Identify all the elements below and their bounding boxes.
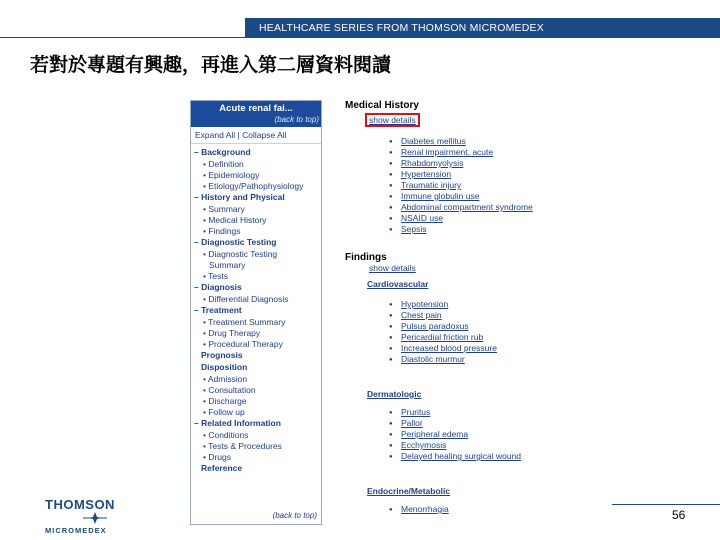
nav-header — [191, 101, 321, 127]
findings-group-link[interactable]: Endocrine/Metabolic — [367, 486, 451, 496]
back-to-top-link[interactable]: (back to top) — [274, 115, 319, 124]
finding-item-link[interactable]: ● Chest pain — [389, 310, 605, 321]
finding-item-link[interactable]: ● Delayed healing surgical wound — [389, 451, 605, 462]
medical-history-show-details-link[interactable]: show details — [365, 113, 420, 127]
nav-item[interactable]: • Differential Diagnosis — [203, 293, 289, 304]
nav-section[interactable]: – History and Physical — [194, 192, 285, 202]
finding-item-link[interactable]: ● Diastolic murmur — [389, 354, 605, 365]
thomson-micromedex-logo — [45, 497, 145, 537]
nav-disposition-link[interactable]: Disposition — [201, 362, 248, 372]
logo-star-icon — [83, 512, 107, 524]
nav-item[interactable]: • Epidemiology — [203, 169, 260, 180]
finding-item-link[interactable]: ● Hypotension — [389, 299, 605, 310]
nav-prognosis-link[interactable]: Prognosis — [201, 350, 243, 360]
nav-item[interactable]: • Conditions — [203, 429, 249, 440]
nav-item[interactable]: • Follow up — [203, 406, 245, 417]
header-divider — [0, 37, 720, 38]
nav-item[interactable]: • Drug Therapy — [203, 327, 261, 338]
nav-section[interactable]: – Treatment — [194, 305, 242, 315]
back-to-top-bottom-link[interactable]: (back to top) — [272, 511, 317, 520]
expand-collapse-links[interactable]: Expand All | Collapse All — [191, 127, 321, 144]
nav-item[interactable]: • Drugs — [203, 451, 232, 462]
findings-group-link[interactable]: Dermatologic — [367, 389, 422, 399]
nav-reference-link[interactable]: Reference — [201, 463, 243, 473]
finding-item-link[interactable]: ● Increased blood pressure — [389, 343, 605, 354]
findings-heading: Findings — [345, 252, 387, 263]
medical-history-item-link[interactable]: ● Immune globulin use — [389, 191, 605, 202]
nav-section[interactable]: – Background — [194, 147, 251, 157]
medical-history-item-link[interactable]: ● Renal impairment, acute — [389, 147, 605, 158]
nav-item[interactable]: • Consultation — [203, 384, 256, 395]
medical-history-item-link[interactable]: ● Rhabdomyolysis — [389, 158, 605, 169]
topic-navigation-panel — [190, 100, 322, 525]
nav-item[interactable]: • Medical History — [203, 214, 267, 225]
logo-wordmark-top: THOMSON — [45, 497, 115, 512]
nav-section[interactable]: – Diagnosis — [194, 282, 242, 292]
finding-item-link[interactable]: ● Pallor — [389, 418, 605, 429]
slide-title: 若對於專題有興趣，再進入第二層資料閱讀 — [30, 54, 392, 76]
nav-item[interactable]: • Discharge — [203, 395, 247, 406]
nav-item[interactable]: • Tests & Procedures — [203, 440, 282, 451]
nav-title: Acute renal fai... — [219, 103, 293, 114]
nav-item[interactable]: • Findings — [203, 225, 241, 236]
nav-related-items — [191, 429, 321, 462]
findings-show-details-link[interactable]: show details — [369, 263, 416, 273]
medical-history-item-link[interactable]: ● NSAID use — [389, 213, 605, 224]
nav-sections — [191, 146, 321, 349]
finding-item-link[interactable]: ● Pruritus — [389, 407, 605, 418]
medical-history-heading: Medical History — [345, 100, 419, 111]
nav-item[interactable]: • Etiology/Pathophysiology — [203, 180, 304, 191]
finding-item-link[interactable]: ● Pericardial friction rub — [389, 332, 605, 343]
nav-item[interactable]: • Definition — [203, 158, 244, 169]
finding-item-link[interactable]: ● Ecchymosis — [389, 440, 605, 451]
nav-disposition-items — [191, 373, 321, 417]
nav-item[interactable]: • Procedural Therapy — [203, 338, 283, 349]
findings-group-list — [345, 504, 605, 515]
medical-history-item-link[interactable]: ● Traumatic injury — [389, 180, 605, 191]
topic-content — [345, 100, 605, 525]
nav-related-section[interactable]: – Related Information — [194, 418, 281, 428]
findings-group-link[interactable]: Cardiovascular — [367, 279, 429, 289]
finding-item-link[interactable]: ● Pulsus paradoxus — [389, 321, 605, 332]
nav-item[interactable]: • Diagnostic Testing — [203, 248, 278, 259]
nav-section[interactable]: – Diagnostic Testing — [194, 237, 277, 247]
page-number: 56 — [672, 508, 686, 522]
medical-history-item-link[interactable]: ● Abdominal compartment syndrome — [389, 202, 605, 213]
nav-item[interactable]: • Treatment Summary — [203, 316, 286, 327]
findings-groups — [345, 279, 605, 515]
finding-item-link[interactable]: ● Peripheral edema — [389, 429, 605, 440]
findings-group-list — [345, 299, 605, 365]
nav-item[interactable]: Summary — [209, 259, 246, 270]
medical-history-item-link[interactable]: ● Diabetes mellitus — [389, 136, 605, 147]
finding-item-link[interactable]: ● Menorrhagia — [389, 504, 605, 515]
nav-item[interactable]: • Tests — [203, 270, 229, 281]
medical-history-item-link[interactable]: ● Hypertension — [389, 169, 605, 180]
logo-wordmark-bottom: MICROMEDEX — [45, 526, 107, 535]
findings-group-list — [345, 407, 605, 462]
header-banner: HEALTHCARE SERIES FROM THOMSON MICROMEDEX — [245, 18, 720, 38]
nav-item[interactable]: • Summary — [203, 203, 245, 214]
footer-divider — [612, 504, 720, 505]
medical-history-list — [345, 136, 605, 235]
medical-history-item-link[interactable]: ● Sepsis — [389, 224, 605, 235]
nav-item[interactable]: • Admission — [203, 373, 248, 384]
